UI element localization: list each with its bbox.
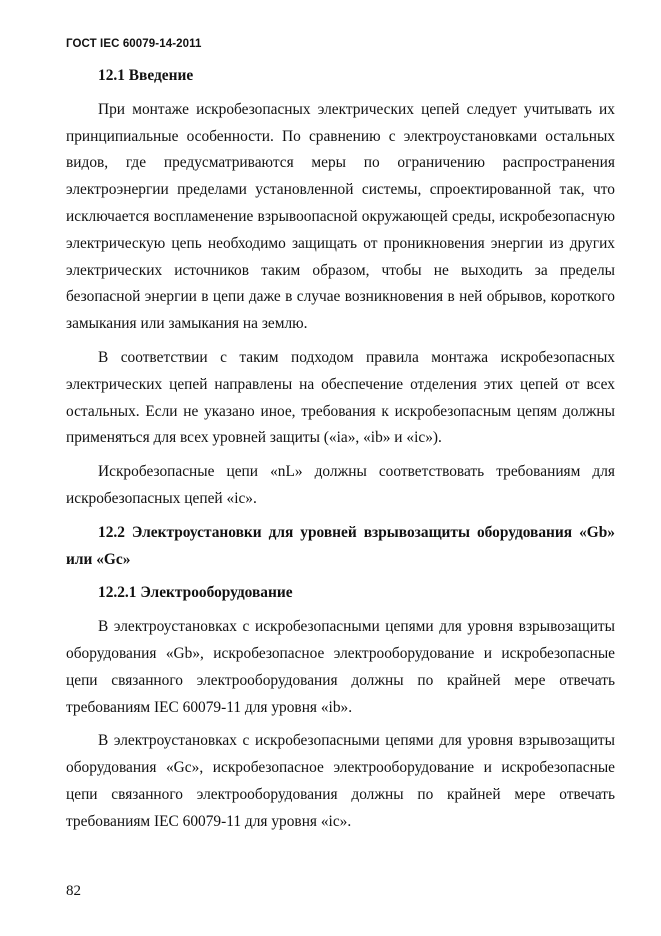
document-body [66,63,615,843]
page-number: 82 [66,883,81,899]
section-12-2-1-paragraph-2: В электроустановках с искробезопасными цепями для уровня взрывозащиты оборудования «Gc», искробезопасное электрооборудование и искробезопасные цепи связанного электрооборудования должны по крайней мере отвечать требованиям IEC 60079-11 для уровня «ic». [66,732,615,830]
document-code-header: ГОСТ IEC 60079-14-2011 [66,38,202,50]
section-12-2-1-paragraph-1: В электроустановках с искробезопасными цепями для уровня взрывозащиты оборудования «Gb», искробезопасное электрооборудование и искробезопасные цепи связанного электрооборудования должны по крайней мере отвечать требованиям IEC 60079-11 для уровня «ib». [66,618,615,716]
section-12-1-heading: 12.1 Введение [98,67,194,84]
section-12-2-1-heading: 12.2.1 Электрооборудование [98,584,293,602]
section-12-1-paragraph-1: При монтаже искробезопасных электрических цепей следует учитывать их принципиальные особенности. По сравнению с электроустановками остальных видов, где предусматриваются меры по ограничению распространения электроэнергии пределами установленной системы, спроектированной так, что исключается воспламенение взрывоопасной окружающей среды, искробезопасную электрическую цепь необходимо защищать от проникновения энергии из других электрических источников таким образом, чтобы не выходить за пределы безопасной энергии в цепи даже в случае возникновения в ней обрывов, короткого замыкания или замыкания на землю. [66,100,615,333]
section-12-2-heading: 12.2 Электроустановки для уровней взрывозащиты оборудования «Gb» или «Gc» [66,523,615,568]
section-12-1-paragraph-2: В соответствии с таким подходом правила монтажа искробезопасных электрических цепей направлены на обеспечение отделения этих цепей от всех остальных. Если не указано иное, требования к искробезопасным цепям должны применяться для всех уровней защиты («ia», «ib» и «ic»). [66,348,615,447]
section-12-1-paragraph-3: Искробезопасные цепи «nL» должны соответствовать требованиям для искробезопасных цепей «ic». [66,463,615,507]
